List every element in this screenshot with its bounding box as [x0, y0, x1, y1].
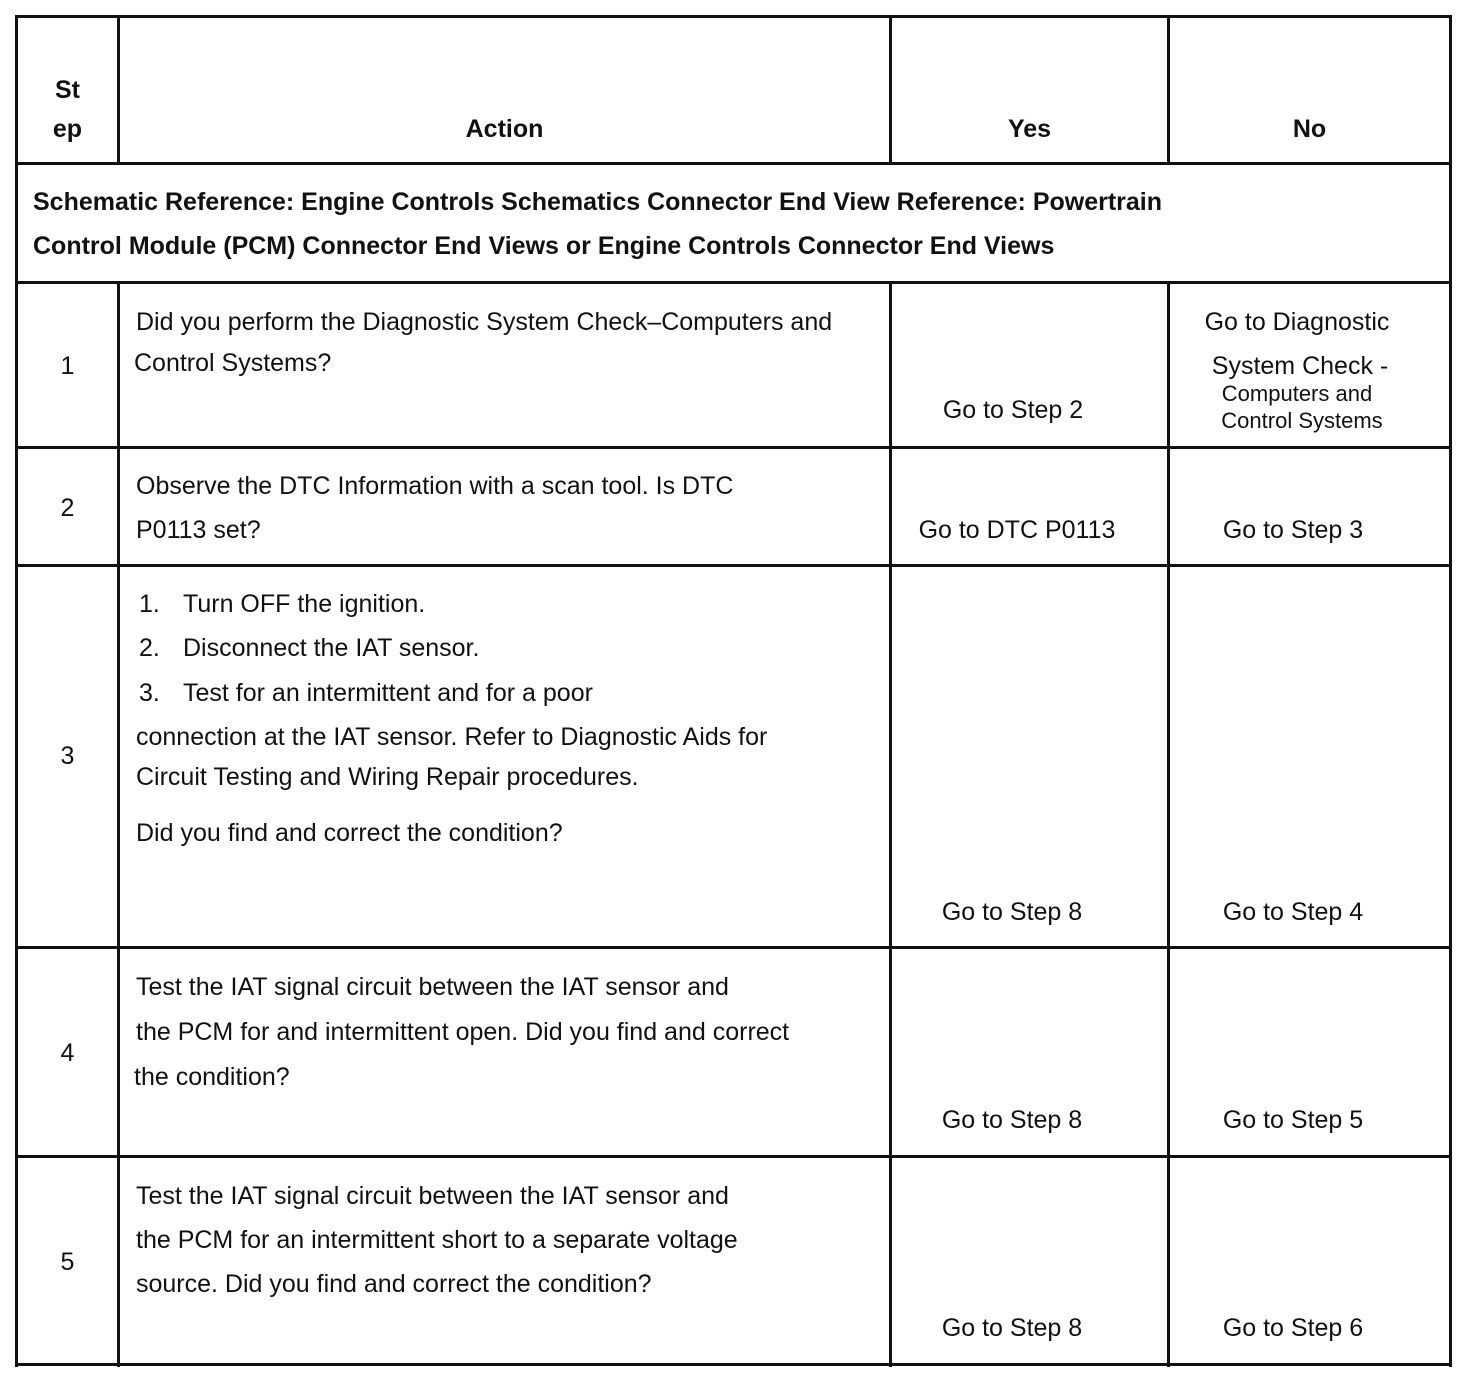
row3-list-item2: Disconnect the IAT sensor.: [183, 634, 480, 662]
row5-action-line3: source. Did you find and correct the condition?: [136, 1270, 652, 1298]
row3-action-line4: connection at the IAT sensor. Refer to Diagnostic Aids for: [136, 723, 768, 751]
row4-action-line3: the condition?: [134, 1063, 290, 1091]
header-no: No: [1292, 115, 1327, 143]
header-yes: Yes: [1007, 115, 1052, 143]
row3-list-num3: 3.: [139, 679, 160, 707]
row4-action-line2: the PCM for and intermittent open. Did you find and correct: [136, 1018, 790, 1046]
row5-yes: Go to Step 8: [941, 1314, 1083, 1342]
row1-step: 1: [60, 352, 75, 380]
row3-action-line6: Did you find and correct the condition?: [136, 819, 563, 847]
header-step-line1: St: [55, 76, 80, 104]
row3-step: 3: [60, 742, 75, 770]
row1-yes: Go to Step 2: [942, 396, 1084, 424]
step-col-border-body: [117, 281, 120, 1367]
row2-action-line2: P0113 set?: [136, 516, 261, 544]
row3-list-item1: Turn OFF the ignition.: [183, 590, 426, 618]
row4-step: 4: [60, 1039, 75, 1067]
table-top-border: [15, 15, 1452, 18]
row4-action-line1: Test the IAT signal circuit between the IAT sensor and: [136, 973, 729, 1001]
row5-no: Go to Step 6: [1222, 1314, 1364, 1342]
action-col-border-body: [889, 281, 892, 1367]
row2-step: 2: [60, 494, 75, 522]
row4-bottom-border: [15, 1155, 1452, 1158]
row3-action-line5: Circuit Testing and Wiring Repair procedures.: [136, 763, 639, 791]
row4-yes: Go to Step 8: [941, 1106, 1083, 1134]
row5-action-line1: Test the IAT signal circuit between the IAT sensor and: [136, 1182, 729, 1210]
row1-no-line2: System Check -: [1211, 352, 1389, 380]
header-step-line2: ep: [52, 115, 83, 143]
reference-line1: Schematic Reference: Engine Controls Schematics Connector End View Reference: Powertrain: [33, 188, 1163, 216]
row1-no-line1: Go to Diagnostic: [1204, 308, 1390, 336]
row5-action-line2: the PCM for an intermittent short to a separate voltage: [136, 1226, 738, 1254]
row2-no: Go to Step 3: [1222, 516, 1364, 544]
reference-line2: Control Module (PCM) Connector End Views or Engine Controls Connector End Views: [33, 232, 1055, 260]
row3-list-num2: 2.: [139, 634, 160, 662]
row2-bottom-border: [15, 564, 1452, 567]
table-left-border: [15, 15, 18, 1367]
row1-bottom-border: [15, 446, 1452, 449]
row3-no: Go to Step 4: [1222, 898, 1364, 926]
yes-col-border-body: [1167, 281, 1170, 1367]
row1-no-line3: Computers and: [1221, 381, 1373, 406]
row5-bottom-border: [15, 1363, 1452, 1366]
row5-step: 5: [60, 1248, 75, 1276]
row3-list-num1: 1.: [139, 590, 160, 618]
row1-no-line4: Control Systems: [1221, 408, 1383, 433]
row3-yes: Go to Step 8: [941, 898, 1083, 926]
row4-no: Go to Step 5: [1222, 1106, 1364, 1134]
reference-bottom-border: [15, 281, 1452, 284]
row2-yes: Go to DTC P0113: [918, 516, 1116, 544]
table-right-border: [1449, 15, 1452, 1367]
row1-action-line2: Control Systems?: [134, 349, 332, 377]
row1-action-line1: Did you perform the Diagnostic System Check–Computers and: [136, 308, 833, 336]
header-action: Action: [465, 115, 544, 143]
header-bottom-border: [15, 162, 1452, 165]
row3-bottom-border: [15, 946, 1452, 949]
row2-action-line1: Observe the DTC Information with a scan tool. Is DTC: [136, 472, 734, 500]
row3-list-item3: Test for an intermittent and for a poor: [183, 679, 593, 707]
